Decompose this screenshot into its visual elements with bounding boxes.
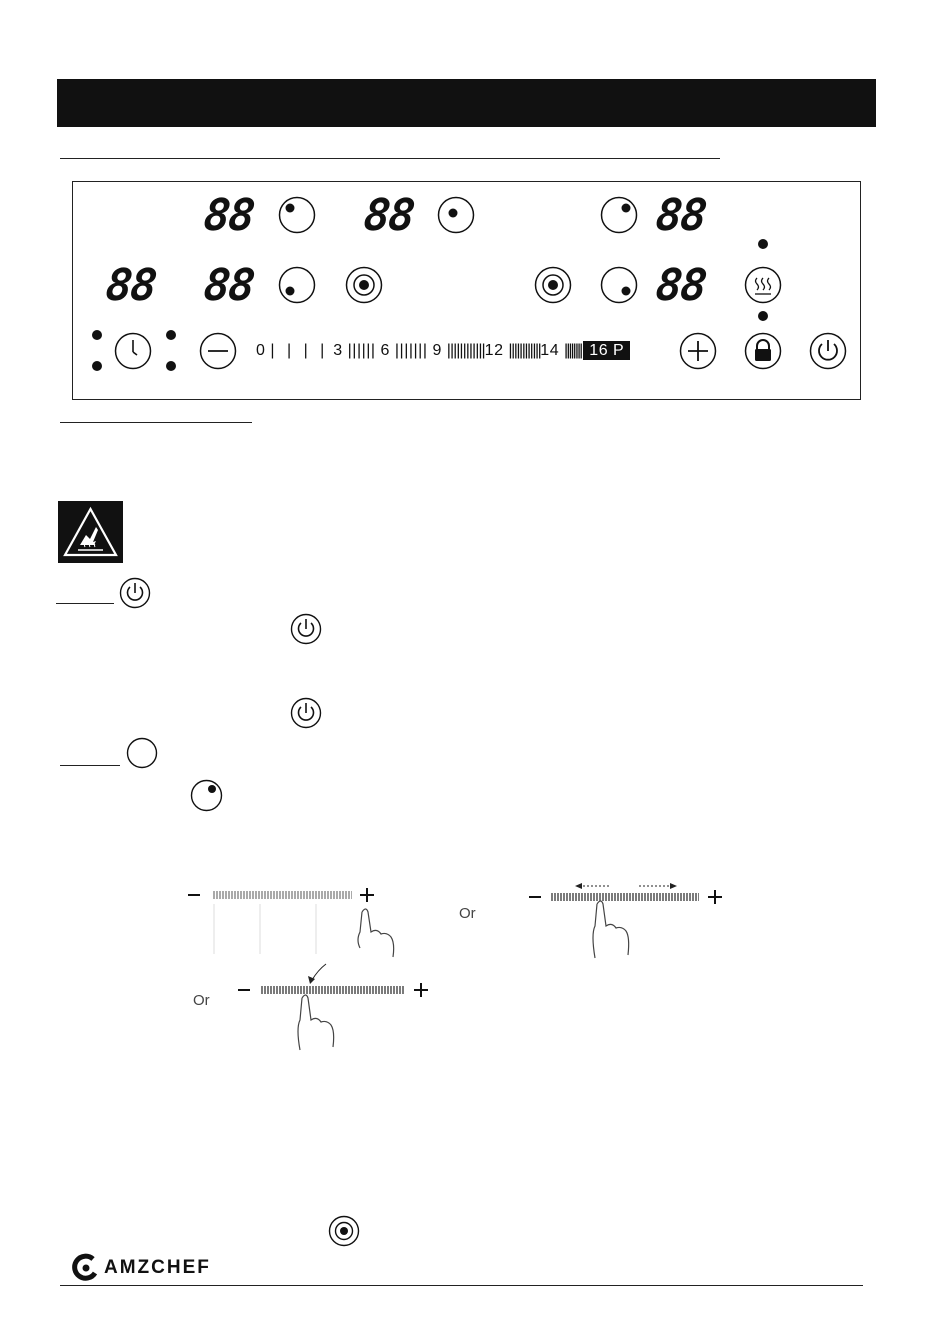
zone-display: 88 — [361, 190, 416, 241]
blank-circle-icon — [126, 737, 158, 769]
scale-num: 12 — [484, 342, 504, 359]
zone-selector-icon[interactable] — [600, 266, 638, 304]
timer-indicator — [166, 330, 176, 340]
target-icon[interactable] — [534, 266, 572, 304]
zone-selector-icon[interactable] — [437, 196, 475, 234]
section-header-bar — [57, 79, 876, 127]
scale-max-label: 16 P — [583, 341, 630, 360]
item-underline — [60, 765, 120, 766]
power-level-slider[interactable]: 0 | | | | 3 |||||| 6 ||||||| 9 ||||||||||||12 ||||||||||||14 |||||||| 16 P — [256, 342, 630, 360]
target-icon — [328, 1215, 360, 1247]
item-underline — [56, 603, 114, 604]
timer-display: 88 — [103, 260, 158, 311]
zone-selector-icon[interactable] — [278, 196, 316, 234]
hot-surface-warning-icon — [58, 501, 123, 563]
scale-num: 14 — [540, 342, 560, 359]
keep-warm-indicator — [758, 239, 768, 249]
target-icon[interactable] — [345, 266, 383, 304]
subheading-underline — [60, 422, 252, 423]
scale-num: 6 — [380, 342, 390, 359]
power-icon — [119, 577, 151, 609]
brand-logo-icon — [71, 1253, 99, 1281]
zone-display: 88 — [201, 190, 256, 241]
slider-swipe-diagram — [527, 880, 727, 962]
timer-indicator — [166, 361, 176, 371]
scale-num: 0 — [256, 342, 266, 359]
or-label: Or — [193, 992, 210, 1009]
zone-selector-icon[interactable] — [600, 196, 638, 234]
minus-icon[interactable] — [199, 332, 237, 370]
brand-name: AMZCHEF — [104, 1257, 211, 1278]
lock-icon[interactable] — [744, 332, 782, 370]
power-icon — [290, 613, 322, 645]
zone-display: 88 — [201, 260, 256, 311]
lock-indicator — [758, 311, 768, 321]
zone-selector-icon — [190, 779, 223, 812]
zone-selector-icon[interactable] — [278, 266, 316, 304]
scale-num: 3 — [333, 342, 343, 359]
plus-icon[interactable] — [679, 332, 717, 370]
zone-display: 88 — [653, 260, 708, 311]
timer-indicator — [92, 330, 102, 340]
scale-num: 9 — [432, 342, 442, 359]
timer-indicator — [92, 361, 102, 371]
power-icon — [290, 697, 322, 729]
section-underline — [60, 158, 720, 159]
keep-warm-icon[interactable] — [744, 266, 782, 304]
footer-rule — [60, 1285, 863, 1286]
or-label: Or — [459, 905, 476, 922]
timer-icon[interactable] — [114, 332, 152, 370]
slider-touch-position-diagram — [234, 962, 434, 1054]
power-icon[interactable] — [809, 332, 847, 370]
zone-display: 88 — [653, 190, 708, 241]
slider-tap-plus-diagram — [186, 882, 416, 962]
